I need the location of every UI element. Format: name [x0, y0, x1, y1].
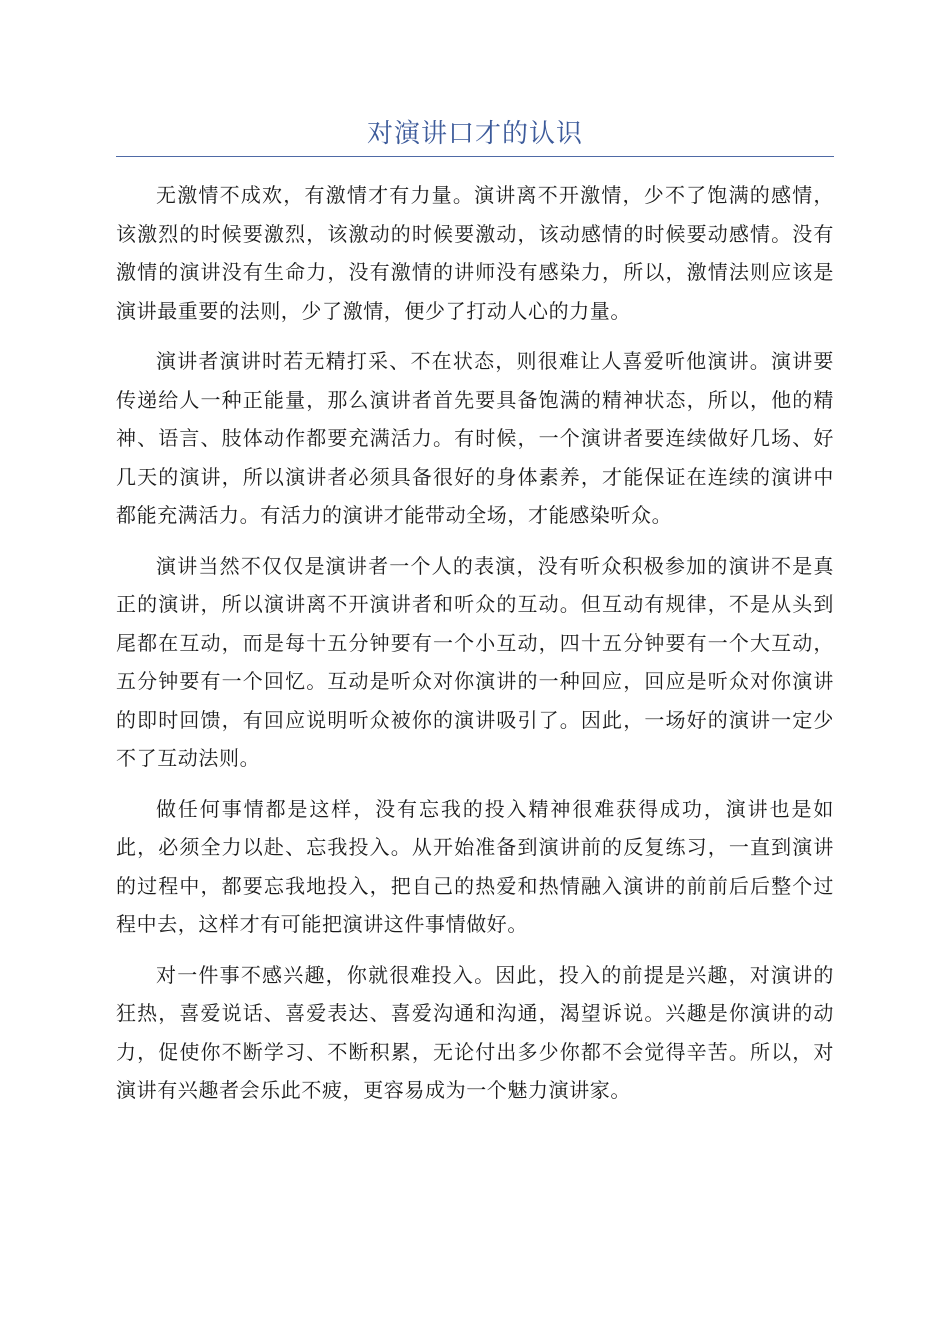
- paragraph-3: 演讲当然不仅仅是演讲者一个人的表演，没有听众积极参加的演讲不是真正的演讲，所以演讲离不开演讲者和听众的互动。但互动有规律，不是从头到尾都在互动，而是每十五分钟要有一个小互动，四十五分钟要有一个大互动，五分钟要有一个回忆。互动是听众对你演讲的一种回应，回应是听众对你演讲的即时回馈，有回应说明听众被你的演讲吸引了。因此，一场好的演讲一定少不了互动法则。: [116, 553, 834, 770]
- paragraph-4: 做任何事情都是这样，没有忘我的投入精神很难获得成功，演讲也是如此，必须全力以赴、忘我投入。从开始准备到演讲前的反复练习，一直到演讲的过程中，都要忘我地投入，把自己的热爱和热情融入演讲的前前后后整个过程中去，这样才有可能把演讲这件事情做好。: [116, 796, 834, 936]
- document-body: [116, 176, 834, 1122]
- paragraph-5: 对一件事不感兴趣，你就很难投入。因此，投入的前提是兴趣，对演讲的狂热，喜爱说话、喜爱表达、喜爱沟通和沟通，渴望诉说。兴趣是你演讲的动力，促使你不断学习、不断积累，无论付出多少你都不会觉得辛苦。所以，对演讲有兴趣者会乐此不疲，更容易成为一个魅力演讲家。: [116, 962, 834, 1102]
- title-block: [116, 112, 834, 157]
- document-title: 对演讲口才的认识: [366, 119, 583, 149]
- paragraph-2: 演讲者演讲时若无精打采、不在状态，则很难让人喜爱听他演讲。演讲要传递给人一种正能量，那么演讲者首先要具备饱满的精神状态，所以，他的精神、语言、肢体动作都要充满活力。有时候，一个演讲者要连续做好几场、好几天的演讲，所以演讲者必须具备很好的身体素养，才能保证在连续的演讲中都能充满活力。有活力的演讲才能带动全场，才能感染听众。: [116, 349, 834, 527]
- paragraph-1: 无激情不成欢，有激情才有力量。演讲离不开激情，少不了饱满的感情，该激烈的时候要激烈，该激动的时候要激动，该动感情的时候要动感情。没有激情的演讲没有生命力，没有激情的讲师没有感染力，所以，激情法则应该是演讲最重要的法则，少了激情，便少了打动人心的力量。: [116, 183, 834, 323]
